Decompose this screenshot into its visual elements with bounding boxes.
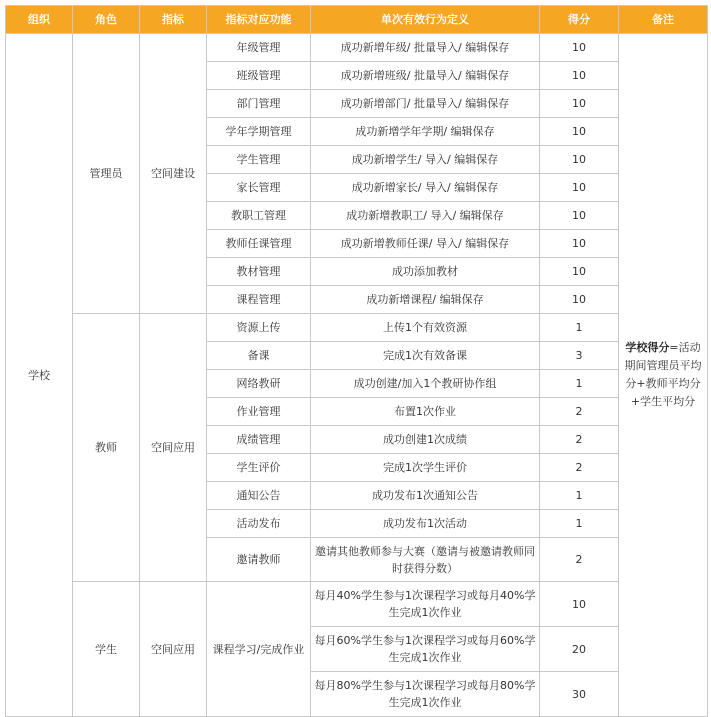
header-indicator: 指标 (140, 6, 207, 34)
indicator-cell-student: 空间应用 (140, 582, 207, 717)
function-cell: 学生评价 (207, 454, 311, 482)
definition-cell: 成功新增部门/ 批量导入/ 编辑保存 (311, 90, 540, 118)
function-cell: 网络教研 (207, 370, 311, 398)
score-cell: 10 (540, 230, 619, 258)
definition-cell: 成功新增学生/ 导入/ 编辑保存 (311, 146, 540, 174)
function-cell: 活动发布 (207, 510, 311, 538)
score-cell: 10 (540, 286, 619, 314)
score-cell: 1 (540, 482, 619, 510)
table-row (6, 34, 708, 62)
score-cell: 10 (540, 202, 619, 230)
definition-cell: 成功发布1次通知公告 (311, 482, 540, 510)
function-cell: 学年学期管理 (207, 118, 311, 146)
score-cell: 1 (540, 510, 619, 538)
definition-cell: 成功创建1次成绩 (311, 426, 540, 454)
score-cell: 10 (540, 62, 619, 90)
definition-cell: 邀请其他教师参与大赛（邀请与被邀请教师同时获得分数） (311, 538, 540, 582)
function-cell-student: 课程学习/完成作业 (207, 582, 311, 717)
definition-cell: 每月60%学生参与1次课程学习或每月60%学生完成1次作业 (311, 627, 540, 672)
function-cell: 学生管理 (207, 146, 311, 174)
score-table (5, 5, 708, 717)
definition-cell: 成功新增班级/ 批量导入/ 编辑保存 (311, 62, 540, 90)
definition-cell: 成功新增教师任课/ 导入/ 编辑保存 (311, 230, 540, 258)
definition-cell: 成功创建/加入1个教研协作组 (311, 370, 540, 398)
score-cell: 10 (540, 90, 619, 118)
definition-cell: 成功新增年级/ 批量导入/ 编辑保存 (311, 34, 540, 62)
role-cell-student: 学生 (73, 582, 140, 717)
definition-cell: 布置1次作业 (311, 398, 540, 426)
score-cell: 10 (540, 582, 619, 627)
role-cell-admin: 管理员 (73, 34, 140, 314)
score-cell: 2 (540, 426, 619, 454)
table-row (6, 582, 708, 627)
definition-cell: 完成1次学生评价 (311, 454, 540, 482)
score-cell: 10 (540, 258, 619, 286)
function-cell: 部门管理 (207, 90, 311, 118)
note-cell (619, 34, 708, 717)
function-cell: 邀请教师 (207, 538, 311, 582)
score-cell: 2 (540, 398, 619, 426)
score-cell: 10 (540, 34, 619, 62)
score-cell: 30 (540, 672, 619, 717)
function-cell: 班级管理 (207, 62, 311, 90)
score-cell: 3 (540, 342, 619, 370)
function-cell: 备课 (207, 342, 311, 370)
definition-cell: 每月40%学生参与1次课程学习或每月40%学生完成1次作业 (311, 582, 540, 627)
header-row (6, 6, 708, 34)
definition-cell: 每月80%学生参与1次课程学习或每月80%学生完成1次作业 (311, 672, 540, 717)
definition-cell: 完成1次有效备课 (311, 342, 540, 370)
function-cell: 通知公告 (207, 482, 311, 510)
score-cell: 2 (540, 538, 619, 582)
definition-cell: 成功添加教材 (311, 258, 540, 286)
definition-cell: 成功新增家长/ 导入/ 编辑保存 (311, 174, 540, 202)
score-cell: 1 (540, 370, 619, 398)
header-definition: 单次有效行为定义 (311, 6, 540, 34)
header-role: 角色 (73, 6, 140, 34)
org-cell: 学校 (6, 34, 73, 717)
function-cell: 教材管理 (207, 258, 311, 286)
indicator-cell-teacher: 空间应用 (140, 314, 207, 582)
definition-cell: 成功新增教职工/ 导入/ 编辑保存 (311, 202, 540, 230)
score-cell: 20 (540, 627, 619, 672)
note-bold: 学校得分 (625, 341, 670, 354)
function-cell: 家长管理 (207, 174, 311, 202)
score-cell: 2 (540, 454, 619, 482)
header-function: 指标对应功能 (207, 6, 311, 34)
header-score: 得分 (540, 6, 619, 34)
definition-cell: 成功新增课程/ 编辑保存 (311, 286, 540, 314)
definition-cell: 上传1个有效资源 (311, 314, 540, 342)
definition-cell: 成功发布1次活动 (311, 510, 540, 538)
function-cell: 年级管理 (207, 34, 311, 62)
note-text: =活动期间管理员平均分+教师平均分+学生平均分 (624, 341, 702, 408)
definition-cell: 成功新增学年学期/ 编辑保存 (311, 118, 540, 146)
score-cell: 1 (540, 314, 619, 342)
function-cell: 课程管理 (207, 286, 311, 314)
score-cell: 10 (540, 174, 619, 202)
function-cell: 作业管理 (207, 398, 311, 426)
header-org: 组织 (6, 6, 73, 34)
score-cell: 10 (540, 118, 619, 146)
function-cell: 教师任课管理 (207, 230, 311, 258)
score-cell: 10 (540, 146, 619, 174)
function-cell: 教职工管理 (207, 202, 311, 230)
header-note: 备注 (619, 6, 708, 34)
function-cell: 资源上传 (207, 314, 311, 342)
function-cell: 成绩管理 (207, 426, 311, 454)
table-row (6, 314, 708, 342)
role-cell-teacher: 教师 (73, 314, 140, 582)
indicator-cell-admin: 空间建设 (140, 34, 207, 314)
